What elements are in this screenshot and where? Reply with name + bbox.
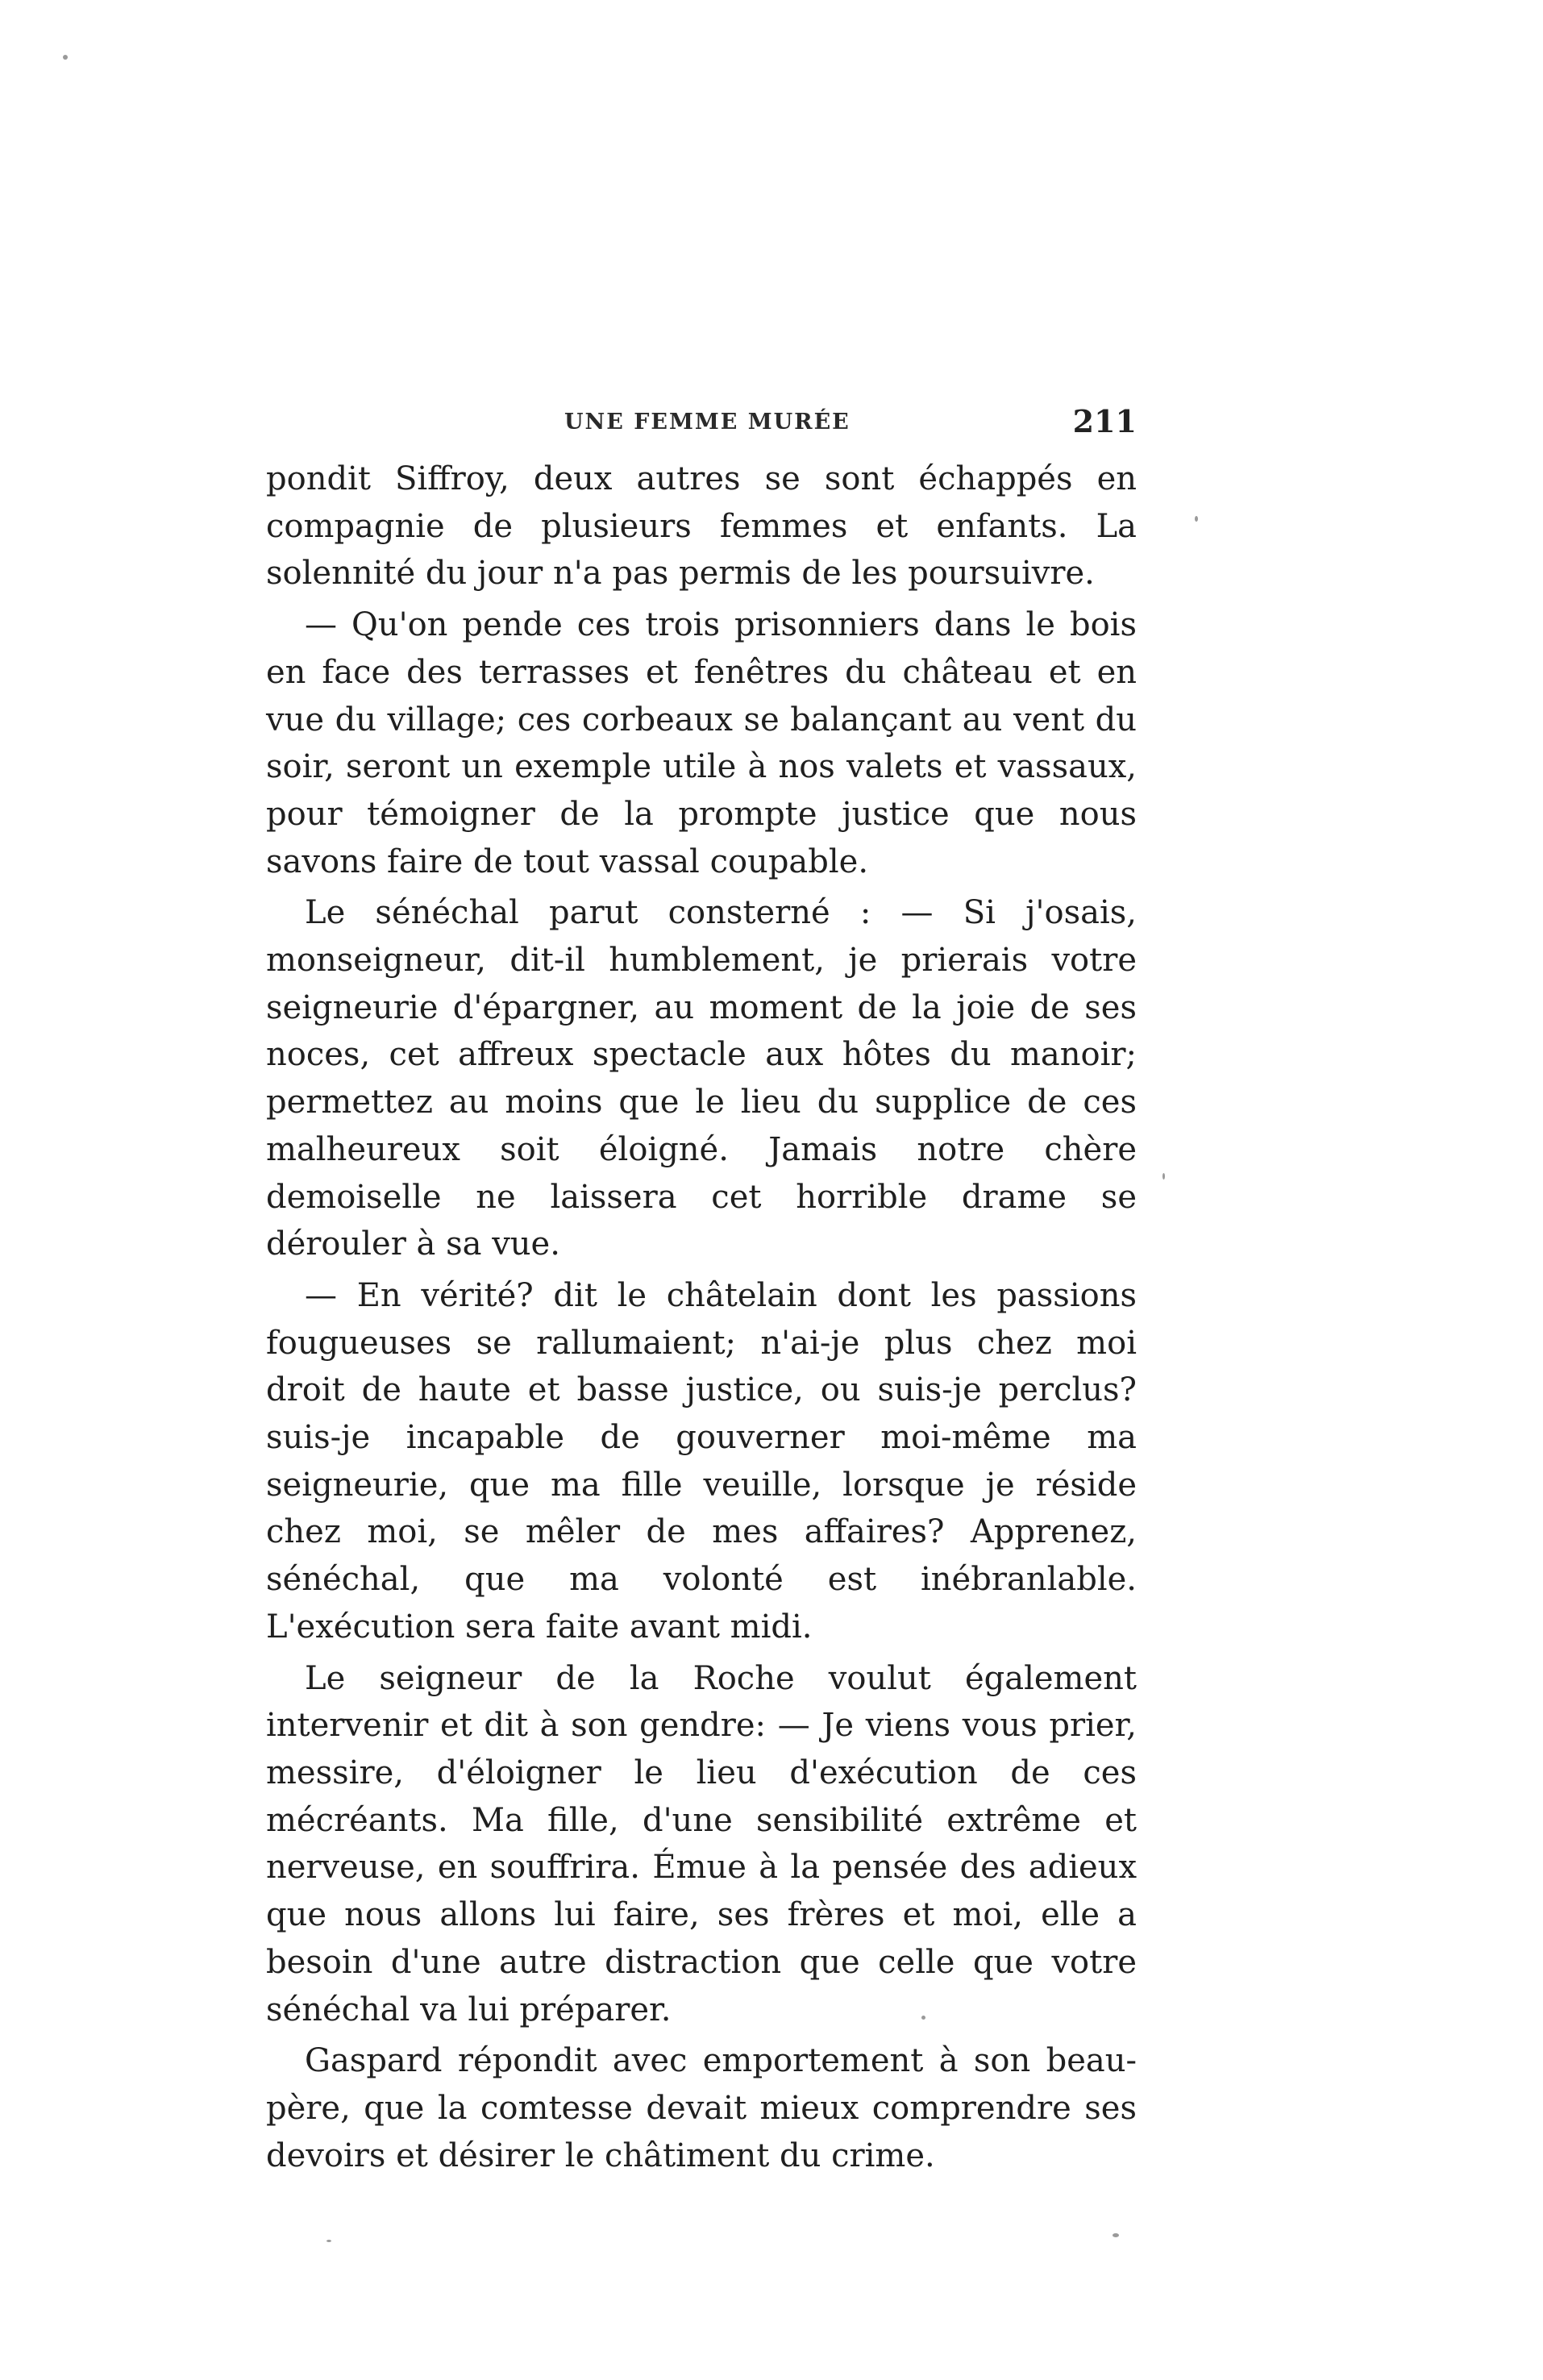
paragraph-5: Le seigneur de la Roche voulut également intervenir et dit à son gendre: — Je viens vous prier, messire, d'éloigner le lieu d'exécution de ces mécréants. Ma fille, d'une sensibilité extrême et nerveuse, en souffrira. Émue à la pensée des adieux que nous allons lui faire, ses frères et moi, elle a besoin d'une autre distraction que celle que votre sénéchal va lui préparer.	[266, 1659, 1137, 2028]
paragraph-6: Gaspard répondit avec emportement à son beau-père, que la comtesse devait mieux comprendre ses devoirs et désirer le châtiment du crime.	[266, 2042, 1137, 2174]
paragraph-4: — En vérité? dit le châtelain dont les passions fougueuses se rallumaient; n'ai-je plus chez moi droit de haute et basse justice, ou suis-je perclus? suis-je incapable de gouverner moi-même ma seigneurie, que ma fille veuille, lorsque je réside chez moi, se mêler de mes affaires? Apprenez, sénéchal, que ma volonté est inébranlable. L'exécution sera faite avant midi.	[266, 1276, 1137, 1646]
paragraph-3: Le sénéchal parut consterné : — Si j'osais, monseigneur, dit-il humblement, je prierais votre seigneurie d'épargner, au moment de la joie de ses noces, cet affreux spectacle aux hôtes du manoir; permettez au moins que le lieu du supplice de ces malheureux soit éloigné. Jamais notre chère demoiselle ne laissera cet horrible drame se dérouler à sa vue.	[266, 894, 1137, 1263]
scan-speck	[1162, 1173, 1165, 1180]
page-number: 211	[1072, 403, 1137, 439]
page-header	[266, 403, 1137, 451]
paragraph-1: pondit Siffroy, deux autres se sont échappés en compagnie de plusieurs femmes et enfants. La solennité du jour n'a pas permis de les poursuivre.	[266, 460, 1137, 593]
running-title: UNE FEMME MURÉE	[564, 410, 851, 435]
scan-speck	[1113, 2233, 1119, 2237]
paragraph-2: — Qu'on pende ces trois prisonniers dans le bois en face des terrasses et fenêtres du château et en vue du village; ces corbeaux se balançant au vent du soir, seront un exemple utile à nos valets et vassaux, pour témoigner de la prompte justice que nous savons faire de tout vassal coupable.	[266, 606, 1137, 880]
scan-speck	[1195, 516, 1198, 522]
body-text	[266, 456, 1137, 2183]
scan-speck	[326, 2240, 331, 2242]
scan-speck	[921, 2016, 925, 2020]
scan-speck	[63, 55, 68, 60]
